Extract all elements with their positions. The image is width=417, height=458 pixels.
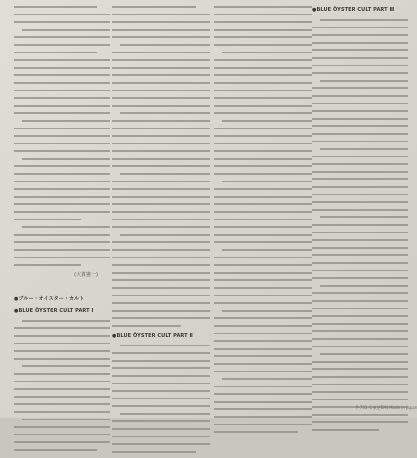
text-line: [214, 165, 312, 167]
section-heading-part-2: ●BLUE ÖYSTER CULT PART Ⅱ: [112, 332, 193, 339]
text-line: [312, 391, 408, 393]
text-line: [14, 52, 97, 54]
text-line: [14, 6, 97, 8]
text-line: [214, 173, 312, 175]
text-line: [214, 241, 312, 243]
text-line: [112, 211, 210, 213]
text-line: [312, 421, 408, 423]
section-heading-band: ●ブルー・オイスター・カルト: [14, 295, 85, 302]
text-line: [112, 279, 210, 281]
text-line: [14, 14, 110, 16]
text-line: [214, 408, 312, 410]
text-line: [214, 97, 312, 99]
text-line: [214, 333, 312, 335]
text-line: [312, 323, 408, 325]
text-line: [312, 57, 408, 59]
text-line: [312, 270, 408, 272]
text-line: [14, 396, 110, 398]
text-line: [22, 158, 110, 160]
text-line: [214, 203, 312, 205]
text-line: [14, 411, 110, 413]
text-line: [14, 181, 110, 183]
text-line: [112, 383, 210, 385]
text-line: [312, 239, 408, 241]
text-line: [120, 173, 210, 175]
text-line: [214, 287, 312, 289]
text-line: [312, 232, 408, 234]
text-line: [112, 420, 210, 422]
text-line: [14, 97, 110, 99]
text-line: [112, 310, 210, 312]
text-line: [112, 128, 210, 130]
text-line: [14, 165, 110, 167]
text-line: [112, 158, 210, 160]
text-line: [112, 405, 210, 407]
text-line: [214, 59, 312, 61]
text-line: [214, 74, 312, 76]
text-line: [312, 414, 408, 416]
text-line: [112, 451, 196, 453]
text-line: [22, 120, 110, 122]
text-line: [312, 277, 408, 279]
text-line: [312, 308, 408, 310]
text-column-3: [214, 6, 312, 439]
text-line: [214, 196, 312, 198]
text-line: [214, 44, 312, 46]
text-line: [112, 135, 210, 137]
text-line: [120, 413, 210, 415]
text-line: [14, 90, 110, 92]
text-line: [312, 346, 408, 348]
text-line: [14, 373, 110, 375]
text-line: [214, 234, 312, 236]
text-line: [214, 386, 312, 388]
text-line: [312, 171, 408, 173]
text-line: [14, 403, 110, 405]
text-line: [14, 249, 110, 251]
text-line: [112, 143, 210, 145]
text-line: [14, 241, 110, 243]
text-line: [112, 74, 210, 76]
text-line: [14, 381, 110, 383]
text-line: [112, 90, 210, 92]
text-line: [22, 29, 110, 31]
text-line: [214, 21, 312, 23]
text-line: [120, 345, 210, 347]
text-line: [112, 29, 210, 31]
text-line: [112, 196, 210, 198]
text-line: [120, 44, 210, 46]
text-line: [112, 14, 210, 16]
text-line: [112, 97, 210, 99]
text-line: [222, 181, 312, 183]
text-line: [214, 424, 312, 426]
text-line: [112, 120, 210, 122]
text-line: [320, 19, 408, 21]
text-line: [112, 390, 210, 392]
text-line: [320, 285, 408, 287]
text-line: [214, 355, 312, 357]
text-line: [214, 90, 312, 92]
text-line: [312, 368, 408, 370]
text-line: [222, 310, 312, 312]
text-line: [214, 158, 312, 160]
author-signature: (大貫憲一): [74, 271, 98, 278]
text-line: [14, 441, 110, 443]
text-line: [214, 211, 312, 213]
text-line: [214, 29, 312, 31]
text-line: [14, 21, 110, 23]
text-line: [14, 112, 110, 114]
text-line: [14, 67, 110, 69]
text-line: [112, 249, 210, 251]
text-line: [214, 143, 312, 145]
text-line: [214, 14, 312, 16]
text-line: [22, 365, 110, 367]
text-line: [312, 338, 408, 340]
text-line: [312, 194, 408, 196]
text-line: [14, 36, 110, 38]
text-line: [320, 216, 408, 218]
text-line: [112, 105, 210, 107]
text-line: [112, 52, 210, 54]
text-line: [312, 110, 408, 112]
text-line: [112, 264, 210, 266]
text-line: [214, 36, 312, 38]
text-line: [112, 67, 210, 69]
text-line: [112, 241, 210, 243]
text-line: [14, 358, 110, 360]
text-line: [14, 335, 110, 337]
text-line: [214, 340, 312, 342]
text-line: [312, 133, 408, 135]
section-heading-part-3: ●BLUE ÖYSTER CULT PART Ⅲ: [312, 7, 395, 13]
text-line: [312, 49, 408, 51]
section-heading-part-1: ●BLUE ÖYSTER CULT PART Ⅰ: [14, 307, 94, 314]
text-line: [14, 211, 110, 213]
text-line: [14, 426, 110, 428]
text-line: [312, 361, 408, 363]
text-line: [312, 300, 408, 302]
text-line: [112, 203, 210, 205]
text-line: [14, 44, 110, 46]
text-line: [312, 247, 408, 249]
text-line: [214, 150, 312, 152]
text-line: [14, 203, 110, 205]
text-line: [112, 219, 210, 221]
text-line: [112, 59, 210, 61]
text-line: [312, 141, 408, 143]
text-line: [312, 330, 408, 332]
text-line: [14, 59, 110, 61]
text-line: [214, 295, 312, 297]
text-line: [112, 428, 210, 430]
text-line: [214, 393, 312, 395]
text-line: [14, 234, 110, 236]
text-line: [112, 36, 210, 38]
text-line: [112, 352, 210, 354]
catalog-footer: P-731 ©東芝EMI Made in Japan: [356, 405, 417, 410]
text-line: [214, 348, 312, 350]
text-line: [312, 27, 408, 29]
text-line: [312, 186, 408, 188]
text-line: [14, 257, 110, 259]
text-line: [112, 295, 210, 297]
text-line: [312, 163, 408, 165]
text-line: [312, 254, 408, 256]
text-line: [112, 188, 210, 190]
text-line: [214, 317, 312, 319]
text-line: [14, 105, 110, 107]
text-line: [14, 196, 110, 198]
text-line: [112, 150, 210, 152]
text-line: [22, 320, 110, 322]
text-line: [112, 367, 210, 369]
text-column-2: [112, 6, 210, 458]
text-line: [214, 257, 312, 259]
text-line: [14, 327, 110, 329]
text-line: [112, 398, 210, 400]
text-line: [312, 42, 408, 44]
text-line: [222, 378, 312, 380]
text-line: [320, 80, 408, 82]
text-line: [312, 292, 408, 294]
text-line: [312, 399, 408, 401]
text-line: [14, 74, 110, 76]
text-line: [14, 434, 110, 436]
text-column-4: [312, 6, 408, 437]
text-line: [214, 264, 312, 266]
text-line: [312, 72, 408, 74]
text-line: [120, 112, 210, 114]
text-line: [214, 6, 312, 8]
text-line: [112, 272, 210, 274]
text-line: [312, 429, 379, 431]
text-line: [112, 21, 210, 23]
text-line: [320, 353, 408, 355]
text-line: [14, 449, 97, 451]
text-line: [214, 226, 312, 228]
text-line: [214, 105, 312, 107]
text-line: [14, 150, 110, 152]
text-line: [14, 388, 110, 390]
text-line: [14, 219, 81, 221]
text-line: [214, 302, 312, 304]
text-line: [22, 226, 110, 228]
text-line: [14, 264, 81, 266]
text-line: [14, 350, 110, 352]
text-line: [112, 325, 181, 327]
text-line: [214, 188, 312, 190]
text-line: [214, 67, 312, 69]
text-line: [112, 181, 210, 183]
text-line: [214, 82, 312, 84]
text-line: [214, 279, 312, 281]
text-line: [214, 219, 312, 221]
text-line: [112, 317, 210, 319]
text-line: [112, 165, 210, 167]
text-line: [112, 436, 210, 438]
text-line: [312, 201, 408, 203]
text-line: [312, 87, 408, 89]
text-line: [14, 143, 110, 145]
text-line: [312, 65, 408, 67]
text-line: [312, 118, 408, 120]
text-line: [14, 128, 110, 130]
text-line: [214, 272, 312, 274]
text-line: [112, 226, 210, 228]
text-line: [112, 360, 210, 362]
text-line: [214, 135, 312, 137]
text-line: [312, 209, 408, 211]
text-line: [312, 125, 408, 127]
text-line: [312, 156, 408, 158]
text-line: [112, 375, 210, 377]
text-line: [14, 343, 110, 345]
text-line: [222, 52, 312, 54]
text-column-1: [14, 6, 110, 456]
text-line: [312, 178, 408, 180]
text-line: [214, 371, 312, 373]
text-line: [14, 173, 110, 175]
text-line: [22, 419, 110, 421]
text-line: [222, 120, 312, 122]
text-line: [312, 262, 408, 264]
text-line: [312, 376, 408, 378]
text-line: [112, 257, 210, 259]
text-line: [312, 95, 408, 97]
text-line: [112, 287, 210, 289]
text-line: [214, 112, 312, 114]
text-line: [112, 443, 210, 445]
text-line: [312, 34, 408, 36]
text-line: [320, 148, 408, 150]
text-line: [120, 234, 210, 236]
text-line: [112, 302, 210, 304]
text-line: [214, 128, 312, 130]
text-line: [222, 249, 312, 251]
text-line: [112, 6, 196, 8]
text-line: [14, 82, 110, 84]
text-line: [14, 188, 110, 190]
text-line: [312, 315, 408, 317]
text-line: [312, 224, 408, 226]
text-line: [214, 431, 298, 433]
text-line: [14, 135, 110, 137]
text-line: [214, 401, 312, 403]
text-line: [214, 325, 312, 327]
text-line: [112, 82, 210, 84]
text-line: [214, 363, 312, 365]
text-line: [312, 103, 408, 105]
text-line: [312, 384, 408, 386]
